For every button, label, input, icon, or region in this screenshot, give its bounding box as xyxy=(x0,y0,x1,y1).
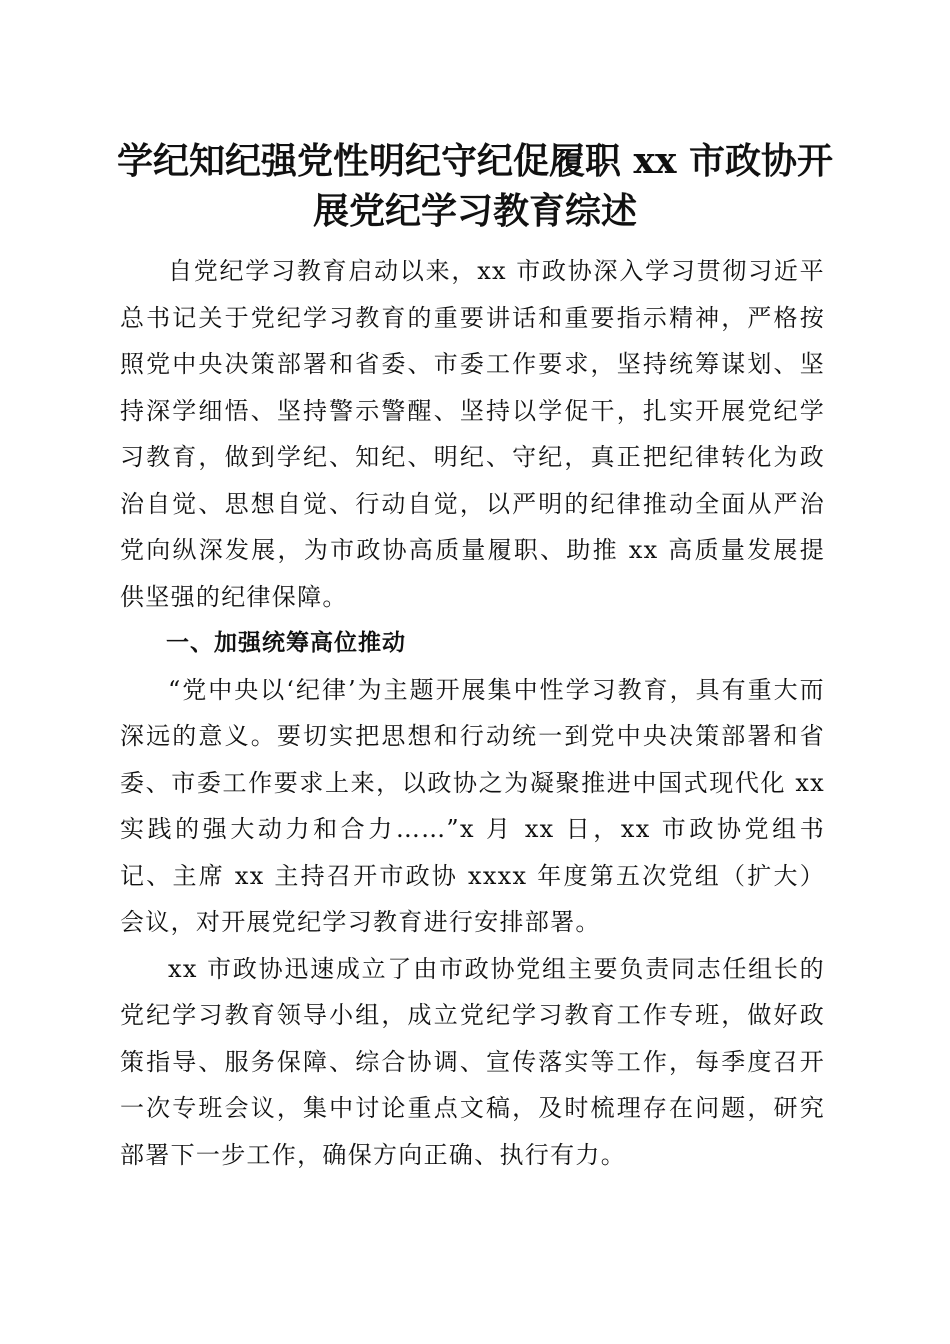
document-title: 学纪知纪强党性明纪守纪促履职 xx 市政协开展党纪学习教育综述 xyxy=(117,140,833,232)
intro-paragraph: 自党纪学习教育启动以来，xx 市政协深入学习贯彻习近平总书记关于党纪学习教育的重要讲话和重要指示精神，严格按照党中央决策部署和省委、市委工作要求，坚持统筹谋划、坚持深学细悟、坚持警示警醒、坚持以学促干，扎实开展党纪学习教育，做到学纪、知纪、明纪、守纪，真正把纪律转化为政治自觉、思想自觉、行动自觉，以严明的纪律推动全面从严治党向纵深发展，为市政协高质量履职、助推 xx 高质量发展提供坚强的纪律保障。 xyxy=(120,257,825,611)
section-heading: 一、加强统筹高位推动 xyxy=(166,630,406,656)
document-body xyxy=(120,248,825,1178)
section-paragraph: xx 市政协迅速成立了由市政协党组主要负责同志任组长的党纪学习教育领导小组，成立党纪学习教育工作专班，做好政策指导、服务保障、综合协调、宣传落实等工作，每季度召开一次专班会议，集中讨论重点文稿，及时梳理存在问题，研究部署下一步工作，确保方向正确、执行有力。 xyxy=(120,954,825,1169)
section-paragraph: “党中央以‘纪律’为主题开展集中性学习教育，具有重大而深远的意义。要切实把思想和行动统一到党中央决策部署和省委、市委工作要求上来，以政协之为凝聚推进中国式现代化 xx 实践的强大动力和合力……”x 月 xx 日，xx 市政协党组书记、主席 xx 主持召开市政协 xxxx 年度第五次党组（扩大）会议，对开展党纪学习教育进行安排部署。 xyxy=(120,675,825,936)
